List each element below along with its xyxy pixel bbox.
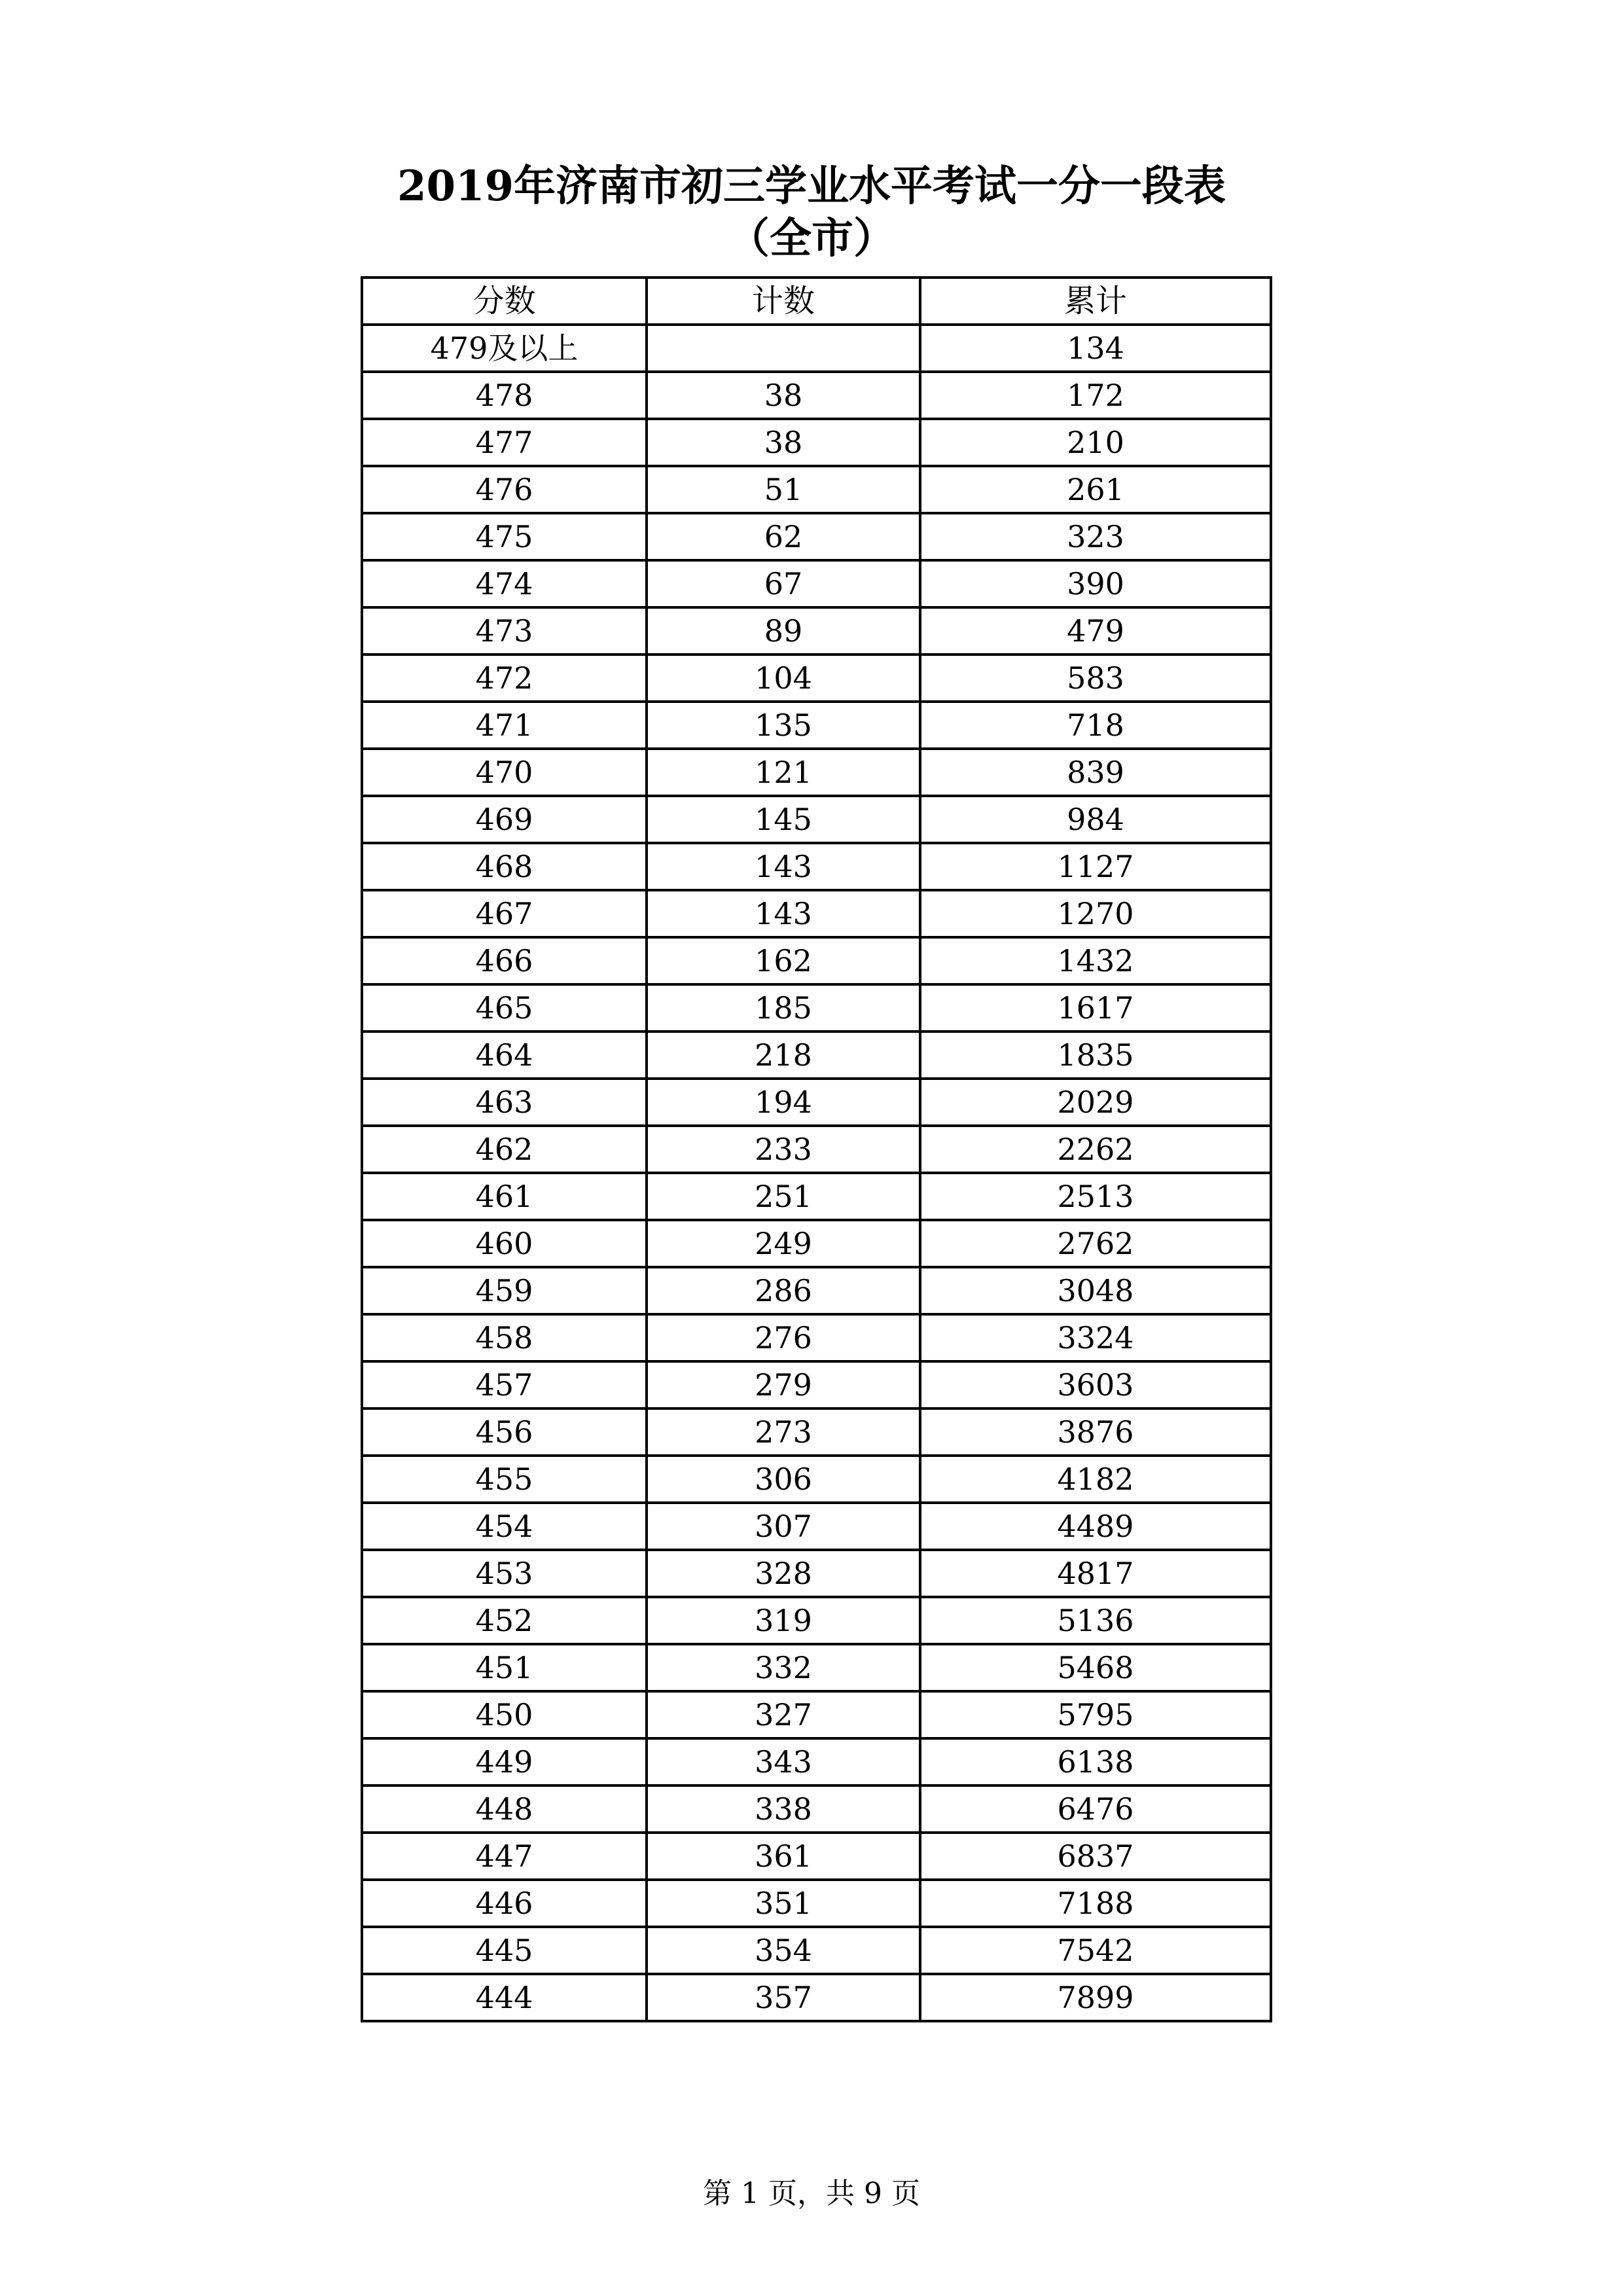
table-row <box>362 1503 1271 1550</box>
cell-score: 445 <box>362 1927 647 1974</box>
cell-count: 67 <box>647 560 920 607</box>
cell-score: 474 <box>362 560 647 607</box>
table-row <box>362 419 1271 466</box>
cell-score: 452 <box>362 1597 647 1644</box>
cell-cumulative: 1617 <box>920 984 1271 1031</box>
cell-cumulative: 172 <box>920 372 1271 419</box>
cell-cumulative: 3603 <box>920 1361 1271 1408</box>
cell-score: 458 <box>362 1314 647 1361</box>
cell-count: 306 <box>647 1456 920 1503</box>
table-row <box>362 560 1271 607</box>
cell-count: 307 <box>647 1503 920 1550</box>
cell-count: 276 <box>647 1314 920 1361</box>
cell-cumulative: 6476 <box>920 1785 1271 1833</box>
cell-count: 332 <box>647 1644 920 1691</box>
cell-cumulative: 839 <box>920 749 1271 796</box>
cell-score: 451 <box>362 1644 647 1691</box>
table-row <box>362 796 1271 843</box>
table-row <box>362 1974 1271 2021</box>
cell-cumulative: 323 <box>920 513 1271 560</box>
table-row <box>362 1173 1271 1220</box>
cell-cumulative: 5468 <box>920 1644 1271 1691</box>
cell-cumulative: 5795 <box>920 1691 1271 1738</box>
cell-cumulative: 583 <box>920 655 1271 702</box>
cell-count: 328 <box>647 1550 920 1597</box>
page-footer: 第 1 页，共 9 页 <box>703 2177 920 2210</box>
cell-score: 476 <box>362 466 647 513</box>
table-row <box>362 1880 1271 1927</box>
header-score: 分数 <box>362 278 647 325</box>
cell-count: 279 <box>647 1361 920 1408</box>
cell-cumulative: 210 <box>920 419 1271 466</box>
table-row <box>362 1126 1271 1173</box>
cell-score: 462 <box>362 1126 647 1173</box>
table-row <box>362 1314 1271 1361</box>
cell-score: 463 <box>362 1079 647 1126</box>
cell-score: 449 <box>362 1738 647 1785</box>
cell-score: 448 <box>362 1785 647 1833</box>
cell-count: 343 <box>647 1738 920 1785</box>
cell-score: 465 <box>362 984 647 1031</box>
cell-count: 249 <box>647 1220 920 1267</box>
cell-count: 185 <box>647 984 920 1031</box>
table-row <box>362 1361 1271 1408</box>
cell-score: 469 <box>362 796 647 843</box>
score-distribution-table <box>361 276 1272 2022</box>
table-row <box>362 655 1271 702</box>
cell-score: 472 <box>362 655 647 702</box>
table-row <box>362 1456 1271 1503</box>
table-row <box>362 1597 1271 1644</box>
cell-cumulative: 390 <box>920 560 1271 607</box>
table-row <box>362 1031 1271 1079</box>
table-row <box>362 890 1271 937</box>
cell-count: 286 <box>647 1267 920 1314</box>
table-row <box>362 1644 1271 1691</box>
cell-score: 475 <box>362 513 647 560</box>
cell-score: 479及以上 <box>362 325 647 372</box>
table-row <box>362 1833 1271 1880</box>
cell-cumulative: 2762 <box>920 1220 1271 1267</box>
cell-score: 460 <box>362 1220 647 1267</box>
cell-count: 143 <box>647 890 920 937</box>
cell-count: 194 <box>647 1079 920 1126</box>
cell-score: 470 <box>362 749 647 796</box>
cell-count: 338 <box>647 1785 920 1833</box>
table-row <box>362 1785 1271 1833</box>
cell-cumulative: 5136 <box>920 1597 1271 1644</box>
cell-cumulative: 7542 <box>920 1927 1271 1974</box>
cell-cumulative: 6138 <box>920 1738 1271 1785</box>
cell-score: 453 <box>362 1550 647 1597</box>
cell-score: 471 <box>362 702 647 749</box>
cell-count: 38 <box>647 372 920 419</box>
cell-count: 143 <box>647 843 920 890</box>
cell-count: 233 <box>647 1126 920 1173</box>
cell-count: 327 <box>647 1691 920 1738</box>
table-row <box>362 1927 1271 1974</box>
cell-score: 464 <box>362 1031 647 1079</box>
cell-cumulative: 3876 <box>920 1408 1271 1456</box>
cell-score: 473 <box>362 607 647 655</box>
cell-count: 357 <box>647 1974 920 2021</box>
cell-score: 450 <box>362 1691 647 1738</box>
table-row <box>362 1220 1271 1267</box>
table-row <box>362 372 1271 419</box>
cell-cumulative: 6837 <box>920 1833 1271 1880</box>
cell-cumulative: 1432 <box>920 937 1271 984</box>
cell-score: 468 <box>362 843 647 890</box>
table-row <box>362 937 1271 984</box>
table-row <box>362 325 1271 372</box>
table-row <box>362 843 1271 890</box>
cell-cumulative: 718 <box>920 702 1271 749</box>
cell-score: 457 <box>362 1361 647 1408</box>
cell-count: 354 <box>647 1927 920 1974</box>
cell-cumulative: 2029 <box>920 1079 1271 1126</box>
cell-score: 456 <box>362 1408 647 1456</box>
cell-cumulative: 4817 <box>920 1550 1271 1597</box>
cell-count <box>647 325 920 372</box>
table-row <box>362 607 1271 655</box>
cell-count: 319 <box>647 1597 920 1644</box>
cell-score: 459 <box>362 1267 647 1314</box>
cell-score: 444 <box>362 1974 647 2021</box>
cell-cumulative: 479 <box>920 607 1271 655</box>
cell-count: 273 <box>647 1408 920 1456</box>
cell-score: 447 <box>362 1833 647 1880</box>
cell-count: 51 <box>647 466 920 513</box>
table-row <box>362 1079 1271 1126</box>
cell-cumulative: 1835 <box>920 1031 1271 1079</box>
cell-cumulative: 7899 <box>920 1974 1271 2021</box>
cell-count: 104 <box>647 655 920 702</box>
table-row <box>362 1408 1271 1456</box>
table-row <box>362 1267 1271 1314</box>
cell-score: 466 <box>362 937 647 984</box>
cell-cumulative: 261 <box>920 466 1271 513</box>
table-header-row <box>362 278 1271 325</box>
table-row <box>362 466 1271 513</box>
cell-score: 454 <box>362 1503 647 1550</box>
cell-count: 251 <box>647 1173 920 1220</box>
header-cumulative: 累计 <box>920 278 1271 325</box>
cell-cumulative: 7188 <box>920 1880 1271 1927</box>
page-title: 2019年济南市初三学业水平考试一分一段表 <box>397 162 1226 211</box>
table-body <box>362 325 1271 2021</box>
table-row <box>362 1691 1271 1738</box>
table-row <box>362 1550 1271 1597</box>
cell-cumulative: 4182 <box>920 1456 1271 1503</box>
cell-count: 218 <box>647 1031 920 1079</box>
cell-cumulative: 3324 <box>920 1314 1271 1361</box>
table-row <box>362 702 1271 749</box>
cell-count: 89 <box>647 607 920 655</box>
cell-cumulative: 1270 <box>920 890 1271 937</box>
cell-score: 477 <box>362 419 647 466</box>
cell-cumulative: 134 <box>920 325 1271 372</box>
table-row <box>362 984 1271 1031</box>
cell-cumulative: 1127 <box>920 843 1271 890</box>
cell-cumulative: 3048 <box>920 1267 1271 1314</box>
cell-score: 461 <box>362 1173 647 1220</box>
cell-cumulative: 984 <box>920 796 1271 843</box>
table-row <box>362 513 1271 560</box>
table-row <box>362 749 1271 796</box>
cell-cumulative: 4489 <box>920 1503 1271 1550</box>
cell-score: 455 <box>362 1456 647 1503</box>
cell-count: 121 <box>647 749 920 796</box>
cell-count: 145 <box>647 796 920 843</box>
cell-cumulative: 2513 <box>920 1173 1271 1220</box>
cell-score: 446 <box>362 1880 647 1927</box>
cell-cumulative: 2262 <box>920 1126 1271 1173</box>
cell-score: 478 <box>362 372 647 419</box>
cell-count: 62 <box>647 513 920 560</box>
table-row <box>362 1738 1271 1785</box>
page-subtitle: （全市） <box>728 214 895 263</box>
cell-score: 467 <box>362 890 647 937</box>
cell-count: 361 <box>647 1833 920 1880</box>
cell-count: 162 <box>647 937 920 984</box>
cell-count: 351 <box>647 1880 920 1927</box>
cell-count: 135 <box>647 702 920 749</box>
header-count: 计数 <box>647 278 920 325</box>
cell-count: 38 <box>647 419 920 466</box>
